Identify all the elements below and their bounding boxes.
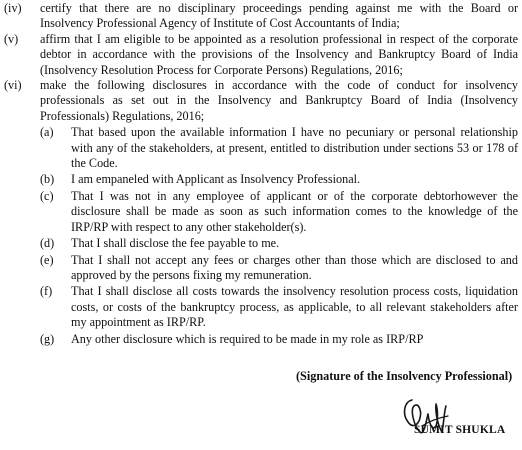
declaration-item-v — [0, 32, 522, 78]
item-text: affirm that I am eligible to be appointed as a resolution professional in respect of the corporate debtor in accordance with the provisions of the Insolvency and Bankruptcy Board of India (Insolvency Resolution Process for Corporate Persons) Regulations, 2016; — [40, 31, 518, 77]
item-number: (v) — [4, 31, 19, 46]
declaration-item-vi — [0, 78, 522, 124]
subitem-text: That I shall disclose the fee payable to me. — [71, 236, 280, 251]
item-number: (vi) — [4, 78, 22, 93]
document-body — [0, 1, 522, 348]
subitem-number: (e) — [40, 252, 54, 267]
subitem-number: (b) — [40, 172, 55, 187]
subitem-text: Any other disclosure which is required to be made in my role as IRP/RP — [71, 331, 424, 346]
signature-block — [398, 392, 520, 442]
subitem-number: (d) — [40, 236, 55, 251]
signature-caption: (Signature of the Insolvency Professional) — [296, 369, 513, 383]
declaration-item-iv — [0, 1, 522, 32]
item-text: certify that there are no disciplinary proceedings pending against me with the Board or Insolvency Professional Agency of Institute of Cost Accountants of India; — [40, 1, 518, 31]
disclosure-item-d — [0, 236, 522, 251]
disclosure-item-a — [0, 125, 522, 171]
subitem-text: That I was not in any employee of applicant or of the corporate debtorhowever the disclosure shall be made as soon as such information comes to the knowledge of the IRP/RP with respect to any other stakeholder(s). — [71, 188, 518, 234]
subitem-number: (a) — [40, 125, 54, 140]
subitem-number: (f) — [40, 284, 53, 299]
signatory-name: SUMIT SHUKLA — [414, 424, 506, 436]
disclosure-item-f — [0, 284, 522, 330]
disclosure-item-g — [0, 332, 522, 347]
subitem-text: That I shall disclose all costs towards the insolvency resolution process costs, liquidation costs, or costs of the bankruptcy process, as applicable, to all relevant stakeholders after my appointment as IRP/RP. — [71, 284, 518, 330]
item-text: make the following disclosures in accordance with the code of conduct for insolvency professionals as set out in the Insolvency and Bankruptcy Board of India (Insolvency Professionals) Regulations, 2016; — [40, 78, 518, 123]
subitem-number: (g) — [40, 331, 55, 346]
disclosure-item-b — [0, 172, 522, 187]
subitem-text: I am empaneled with Applicant as Insolvency Professional. — [71, 172, 361, 187]
subitem-number: (c) — [40, 188, 54, 203]
subitem-text: That I shall not accept any fees or charges other than those which are disclosed to and approved by the persons fixing my remuneration. — [71, 252, 518, 282]
disclosure-item-c — [0, 189, 522, 235]
disclosure-list — [0, 125, 522, 347]
subitem-text: That based upon the available information I have no pecuniary or personal relationship with any of the stakeholders, at present, entitled to distribution under sections 53 or 178 of the Code. — [71, 125, 518, 171]
disclosure-item-e — [0, 253, 522, 284]
item-number: (iv) — [4, 1, 22, 15]
